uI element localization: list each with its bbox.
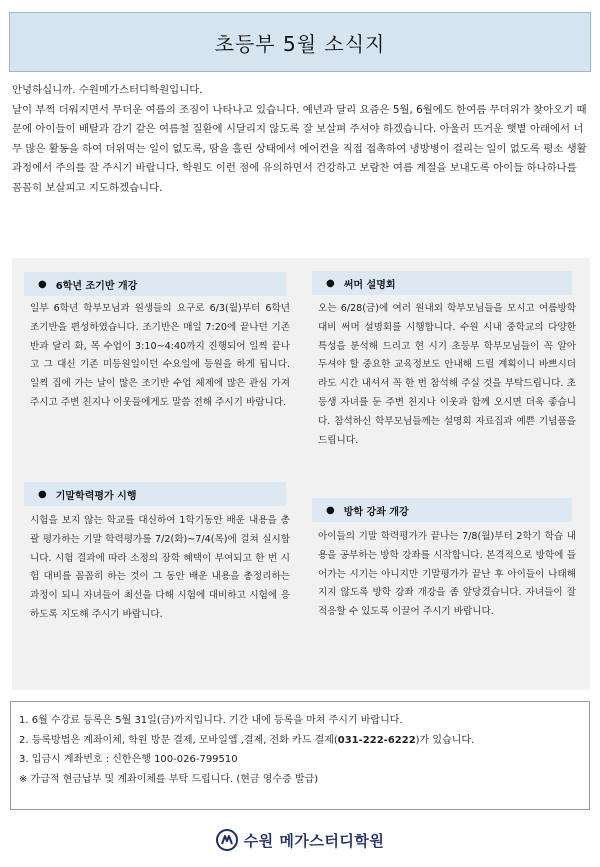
intro-body: 날이 부쩍 더워지면서 무더운 여름의 조짐이 나타나고 있습니다. 예년과 달리 요즘은 5월, 6월에도 한여름 무더위가 찾아오기 때문에 아이들이 배탈과 감기 같은 여름철 질환에 시달리지 않도록 잘 보살펴 주셔야 하겠습니다. 아울러 뜨거운 햇볕 아래에서 너무 많은 활동을 하여 더위먹는 일이 없도록, 땀을 흘린 상태에서 에어컨을 직접 접촉하여 냉방병이 걸리는 일이 없도록 평소 생활 과정에서 주의를 잘 주시기 바랍니다. 학원도 이런 점에 유의하면서 건강하고 보람찬 여름 계절을 보내도록 아이들 하나하나를 꼼꼼히 보살피고 지도하겠습니다. xyxy=(12,103,587,194)
intro-section xyxy=(12,81,590,199)
academy-logo-icon xyxy=(216,829,238,851)
section-header-summer-info xyxy=(312,271,572,295)
footer xyxy=(0,822,600,858)
payment-methods-suffix: )가 있습니다. xyxy=(415,734,475,746)
section-body-final-exam: 시험을 보지 않는 학교를 대신하여 1학기동안 배운 내용을 총괄 평가하는 기말 학력평가를 7/2(화)~7/4(목)에 걸쳐 실시합니다. 시험 결과에 따라 소정의 장학 혜택이 부여되고 한 번 시험 대비를 꼼꼼히 하는 것이 그 동안 배운 내용을 총정리하는 과정이 되니 자녀들이 최선을 다해 시험에 대비하고 시험에 응하도록 지도해 주시기 바랍니다. xyxy=(30,515,290,620)
page-title: 초등부 5월 소식지 xyxy=(214,31,386,56)
bullet-icon: ● xyxy=(326,277,335,289)
phone-number: 031-222-6222 xyxy=(337,734,416,746)
notice-line-cash-request: ※ 가급적 현금납부 및 계좌이체를 부탁 드립니다. (현금 영수증 발급) xyxy=(19,773,319,785)
section-title-final-exam: 기말학력평가 시행 xyxy=(55,490,137,502)
bullet-icon: ● xyxy=(326,504,335,516)
news-panel xyxy=(12,258,590,690)
intro-greeting: 안녕하십니까. 수원메가스터디학원입니다. xyxy=(12,84,203,96)
newsletter-title-bar xyxy=(9,12,591,72)
section-body-vacation-course: 아이들의 기말 학력평가가 끝나는 7/8(월)부터 2학기 학습 내용을 공부하는 방학 강좌를 시작합니다. 본격적으로 방학에 들어가는 시기는 아니지만 기말평가가 끝난 후 아이들이 나태해지지 않도록 방학 강좌 개강을 좀 앞당겼습니다. 자녀들이 잘 적응할 수 있도록 이끌어 주시기 바랍니다. xyxy=(318,531,576,618)
section-title-early-class: 6학년 조기반 개강 xyxy=(55,280,138,292)
section-body-early-class: 일부 6학년 학부모님과 원생들의 요구로 6/3(월)부터 6학년 조기반을 편성하였습니다. 조기반은 매일 7:20에 끝나던 기존 반과 달리 화, 목 수업이 3:10~4:40까지 진행되어 일찍 끝나고 그 대신 기존 미등원일이던 수요일에 등원을 하게 됩니다. 일찍 집에 가는 날이 많은 조기반 수업 체제에 많은 관심 가져 주시고 주변 친지나 이웃들에게도 말씀 전해 주시기 바랍니다. xyxy=(30,303,290,408)
payment-methods-text: 2. 등록방법은 계좌이체, 학원 방문 결제, 모바일앱 ,결제, 전화 카드 결제( xyxy=(19,734,338,746)
notice-box xyxy=(10,701,590,810)
section-title-vacation-course: 방학 강좌 개강 xyxy=(343,506,409,518)
section-header-final-exam xyxy=(24,482,286,506)
section-header-early-class xyxy=(24,272,286,296)
section-header-vacation-course xyxy=(312,498,572,522)
notice-line-bank-account: 3. 입금시 계좌번호 : 신한은행 100-026-799510 xyxy=(19,754,238,765)
academy-brand-name: 수원 메가스터디학원 xyxy=(243,831,385,850)
notice-line-tuition-deadline: 1. 6월 수강료 등록은 5월 31일(금)까지입니다. 기간 내에 등록을 마쳐 주시기 바랍니다. xyxy=(19,715,403,726)
notice-line-payment-methods xyxy=(19,731,581,751)
section-title-summer-info: 써머 설명회 xyxy=(343,279,396,291)
bullet-icon: ● xyxy=(38,278,47,290)
bullet-icon: ● xyxy=(38,488,47,500)
section-body-summer-info: 오는 6/28(금)에 여러 원내외 학부모님들을 모시고 여름방학 대비 써머 설명회를 시행합니다. 수원 시내 중학교의 다양한 특성을 분석해 드리고 현 시기 초등부 학부모님들이 꼭 알아 두셔야 할 중요한 교육정보도 안내해 드릴 계획이니 바쁘시더라도 시간 내셔서 꼭 한 번 참석해 주실 것을 부탁드립니다. 초등생 자녀를 둔 주변 친지나 이웃과 함께 오시면 더욱 좋습니다. 참석하신 학부모님들께는 설명회 자료집과 예쁜 기념품을 드립니다. xyxy=(318,303,576,446)
